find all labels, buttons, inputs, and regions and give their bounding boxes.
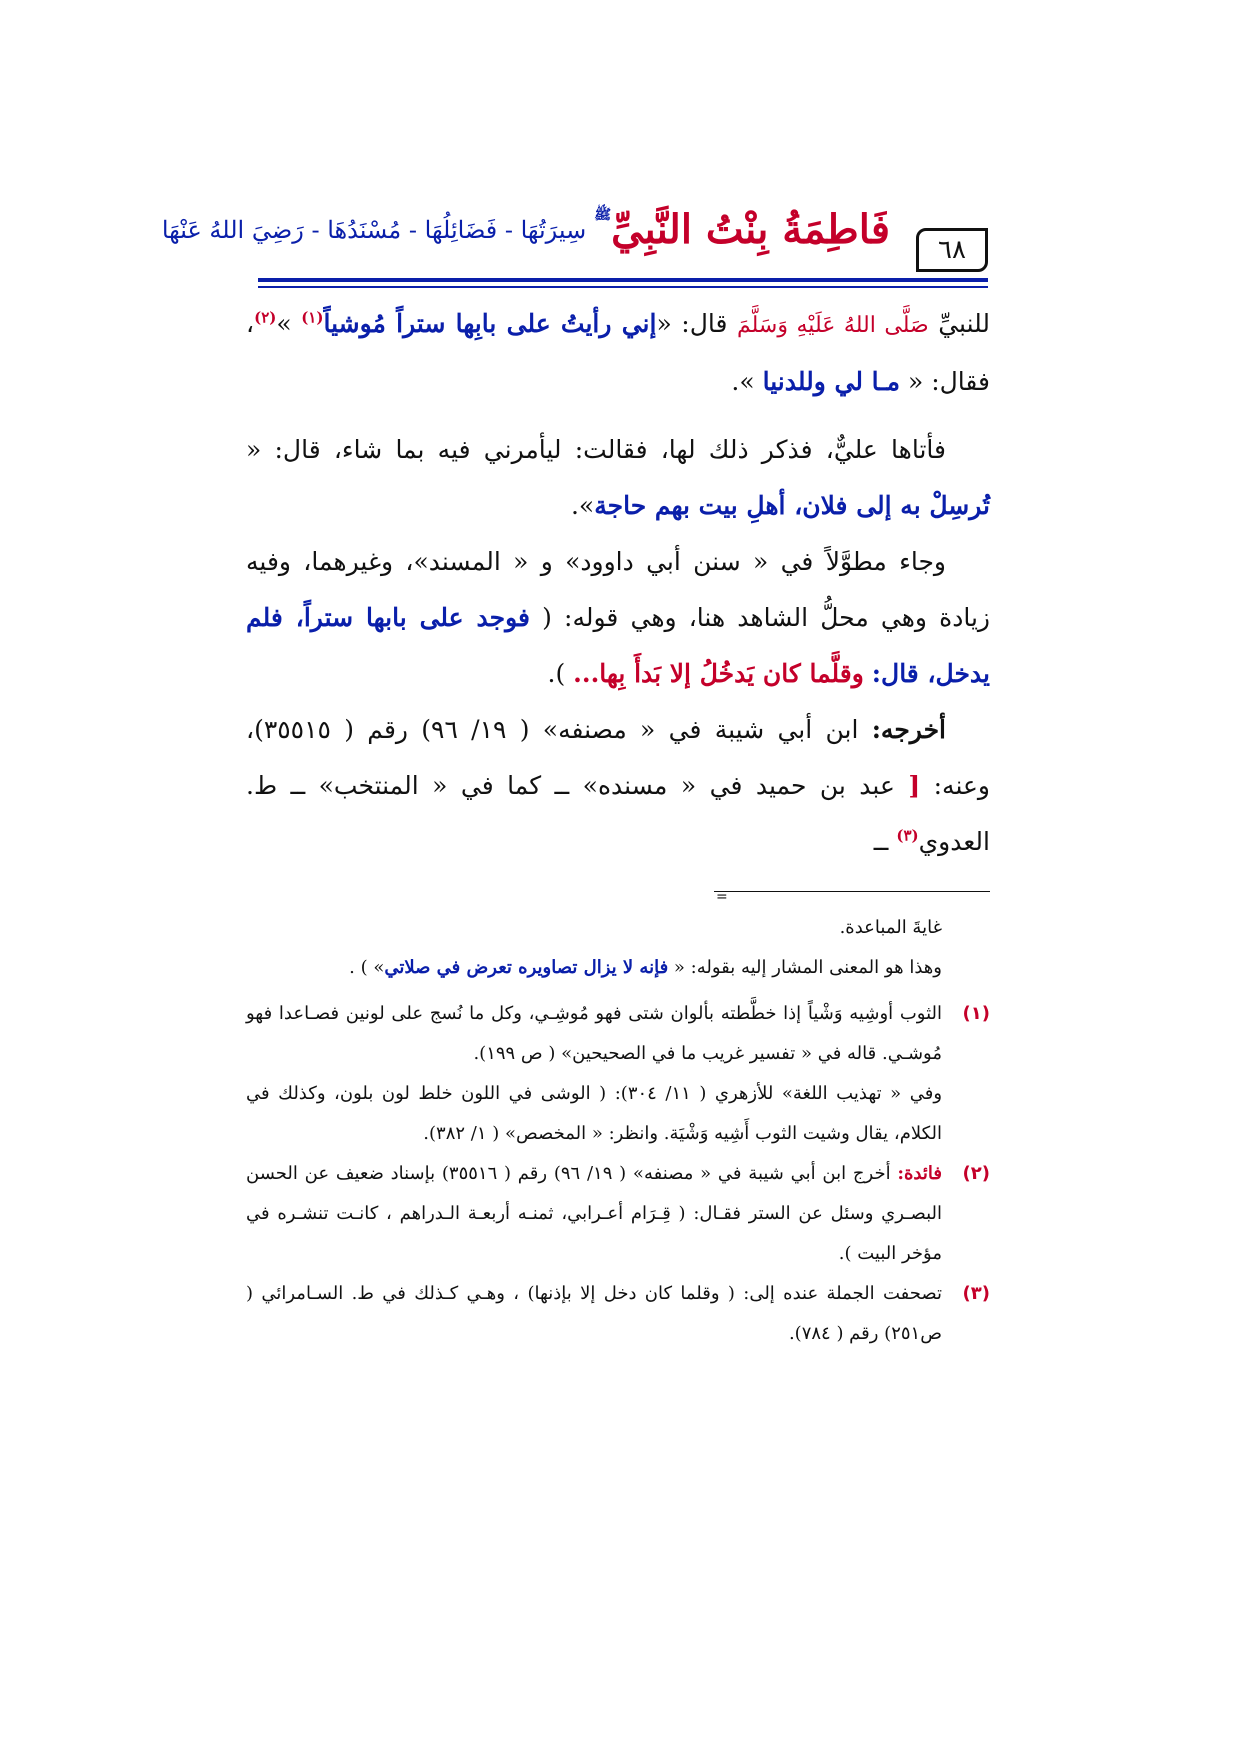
hadith-quote: مـا لي وللدنيا	[762, 367, 900, 396]
footnote-number: (٣)	[962, 1283, 990, 1304]
footnote-number: (١)	[962, 1003, 990, 1024]
footnote-text: فائدة: أخرج ابن أبي شيبة في « مصنفه» ( ١٩/ ٩٦) رقم ( ٣٥٥١٦) بإسناد ضعيف عن الحسن البصـري وسئل عن الستر فقـال: ( قِـرَام أعـرابي، ثمنـه أربعـة الـدراهم ، كانـت تنشـره في مؤخر البيت ).	[246, 1163, 942, 1264]
footnote-continued-1: غايةَ المباعدة.	[839, 917, 942, 938]
footnote-text: وفي « تهذيب اللغة» للأزهري ( ١١/ ٣٠٤): ( الوشى في اللون خلط لون بلون، وكذلك في الكلام، يقال وشيت الثوب أَشِيه وَشْيَة. وانظر: « المخصص» ( ١/ ٣٨٢).	[246, 1083, 943, 1144]
main-text	[246, 296, 990, 870]
footnote-number: (٢)	[962, 1163, 990, 1184]
footnote-1	[246, 994, 990, 1154]
footnote-text: الثوب أوشِيه وَشْياً إذا خطَّطته بألوان شتى فهو مُوشِـي، وكل ما نُسج على لونين فصـاعدا فهو مُوشـي. قاله في « تفسير غريب ما في الصحيحين» ( ص ١٩٩).	[246, 1003, 942, 1064]
footnote-separator	[714, 891, 990, 892]
hadith-quote: فوجد على بابها ستراً، فلم يدخل، قال:	[246, 603, 990, 688]
paragraph-1: للنبيِّ صَلَّى اللهُ عَلَيْهِ وَسَلَّمَ قال: «إني رأيتُ على بابِها ستراً مُوشياً$^{(١)}$ »$^{(٢)}$، فقال: « مـا لي وللدنيا ».	[246, 308, 991, 396]
footnote-continued-2: وهذا هو المعنى المشار إليه بقوله: « فإنه لا يزال تصاويره تعرض في صلاتي» ) .	[349, 957, 942, 978]
hadith-quote: تُرسِلْ به إلى فلان، أهلِ بيت بهم حاجة	[594, 491, 990, 520]
paragraph-3: وجاء مطوَّلاً في « سنن أبي داوود» و « المسند»، وغيرهما، وفيه زيادة وهي محلُّ الشاهد هنا، وهي قوله: ( فوجد على بابها ستراً، فلم يدخل، قال: وقلَّما كان يَدخُلُ إلا بَدأَ بِها... ).	[246, 547, 990, 688]
footnote-2	[246, 1154, 990, 1274]
header-rule-thick	[258, 278, 988, 282]
hadith-quote: فإنه لا يزال تصاويره تعرض في صلاتي	[384, 957, 669, 978]
footnotes	[246, 908, 990, 1354]
book-title	[161, 206, 890, 276]
hadith-quote: إني رأيتُ على بابِها ستراً مُوشياً	[323, 309, 657, 338]
page-header	[161, 206, 988, 282]
takhrij-label: أخرجه:	[871, 715, 946, 744]
bracket-mark: [	[908, 771, 921, 800]
footnote-continuation-mark: =	[716, 889, 728, 905]
header-rule-thin	[258, 286, 988, 288]
footnote-text: تصحفت الجملة عنده إلى: ( وقلما كان دخل إلا بإذنها) ، وهـي كـذلك في ط. السـامرائي ( ص٢٥١) رقم ( ٧٨٤).	[246, 1283, 942, 1344]
page-number: ٦٨	[916, 228, 988, 272]
footnote-3	[246, 1274, 990, 1354]
footnote-ref-1[interactable]: (١)	[301, 308, 324, 327]
hadith-quote-red: وقلَّما كان يَدخُلُ إلا بَدأَ بِها...	[573, 659, 864, 688]
paragraph-4: أخرجه: ابن أبي شيبة في « مصنفه» ( ١٩/ ٩٦) رقم ( ٣٥٥١٥)، وعنه: [ عبد بن حميد في « مسنده» ــ كما في « المنتخب» ــ ط. العدوي$^{(٣)}$ ــ	[246, 715, 990, 856]
book-title-honorific: ﷺ	[594, 207, 612, 223]
book-title-main: فَاطِمَةُ بِنْتُ النَّبِيِّ	[611, 206, 890, 253]
book-subtitle: سِيرَتُهَا - فَضَائِلُهَا - مُسْنَدُهَا - رَضِيَ اللهُ عَنْهَا	[161, 215, 587, 244]
paragraph-2: فأتاها عليٌّ، فذكر ذلك لها، فقالت: ليأمرني فيه بما شاء، قال: « تُرسِلْ به إلى فلان، أهلِ بيت بهم حاجة».	[246, 435, 990, 520]
footnote-ref-2[interactable]: (٢)	[254, 308, 277, 327]
faida-label: فائدة:	[897, 1163, 942, 1184]
honorific-salawat: صَلَّى اللهُ عَلَيْهِ وَسَلَّمَ	[736, 313, 929, 338]
footnote-ref-3[interactable]: (٣)	[896, 826, 919, 845]
